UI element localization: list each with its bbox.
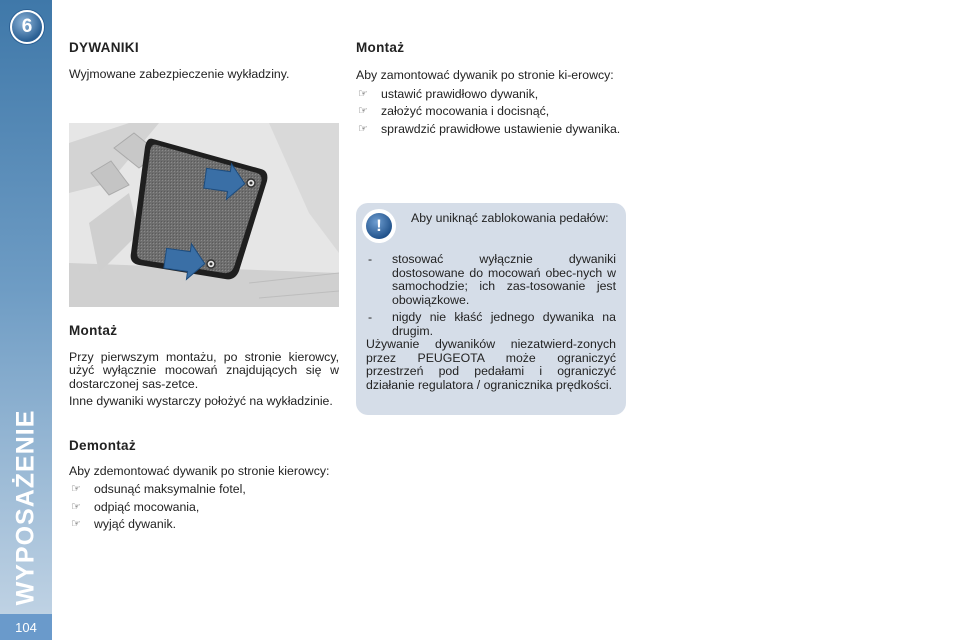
chapter-title-vertical bbox=[6, 409, 46, 606]
right-intro: Aby zamontować dywanik po stronie ki-erowcy: bbox=[356, 68, 614, 82]
warning-list bbox=[366, 253, 616, 342]
section-heading-dywaniki: DYWANIKI bbox=[69, 40, 139, 55]
montaz-paragraph-2: Inne dywaniki wystarczy położyć na wykładzinie. bbox=[69, 394, 333, 408]
pointing-hand-icon: ☞ bbox=[71, 518, 81, 530]
pointing-hand-icon: ☞ bbox=[71, 500, 81, 513]
montaz-list bbox=[356, 88, 628, 137]
list-item: - stosować wyłącznie dywaniki dostosowane do mocowań obec-nych w samochodzie; ich zas-tosowanie jest obowiązkowe. bbox=[368, 252, 616, 307]
chapter-number-badge: 6 bbox=[10, 10, 44, 44]
chapter-title-text: WYPOSAŻENIE bbox=[11, 409, 40, 606]
floor-mat-photo bbox=[69, 123, 339, 307]
list-item: ☞ założyć mocowania i docisnąć, bbox=[358, 104, 550, 118]
section-heading-demontaz: Demontaż bbox=[69, 437, 136, 453]
warning-box bbox=[356, 203, 626, 415]
warning-heading: Aby uniknąć zablokowania pedałów: bbox=[411, 211, 609, 225]
demontaz-intro: Aby zdemontować dywanik po stronie kierowcy: bbox=[69, 463, 330, 478]
dash-marker: - bbox=[368, 252, 373, 266]
section-heading-montaz-left: Montaż bbox=[69, 322, 118, 338]
pointing-hand-icon: ☞ bbox=[358, 122, 368, 135]
list-item: ☞ sprawdzić prawidłowe ustawienie dywanika. bbox=[358, 121, 621, 136]
dash-marker: - bbox=[368, 310, 373, 324]
pointing-hand-icon: ☞ bbox=[71, 483, 81, 495]
section-heading-montaz-right: Montaż bbox=[356, 40, 405, 55]
section-intro: Wyjmowane zabezpieczenie wykładziny. bbox=[69, 67, 290, 81]
list-item: - nigdy nie kłaść jednego dywanika na drugim. bbox=[368, 310, 616, 338]
pointing-hand-icon: ☞ bbox=[358, 87, 368, 100]
demontaz-list bbox=[69, 483, 339, 532]
list-item: ☞ odsunąć maksymalnie fotel, bbox=[71, 482, 246, 496]
list-item: ☞ odpiąć mocowania, bbox=[71, 499, 200, 514]
floor-mat-illustration bbox=[69, 123, 339, 307]
warning-note: Używanie dywaników niezatwierd-zonych przez PEUGEOTA może ograniczyć przestrzeń pod pedałami i ograniczyć działanie regulatora / ogranicznika prędkości. bbox=[366, 337, 616, 392]
right-column bbox=[356, 40, 628, 140]
warning-exclamation-icon: ! bbox=[362, 209, 396, 243]
pointing-hand-icon: ☞ bbox=[358, 105, 368, 117]
page-number: 104 bbox=[0, 614, 52, 640]
montaz-paragraph-1: Przy pierwszym montażu, po stronie kierowcy, użyć wyłącznie mocowań znajdujących się w dostarczonej sas-zetce. bbox=[69, 349, 339, 391]
list-item: ☞ ustawić prawidłowo dywanik, bbox=[358, 86, 539, 101]
chapter-sidebar bbox=[0, 0, 52, 640]
list-item: ☞ wyjąć dywanik. bbox=[71, 517, 177, 531]
left-column bbox=[69, 40, 339, 536]
